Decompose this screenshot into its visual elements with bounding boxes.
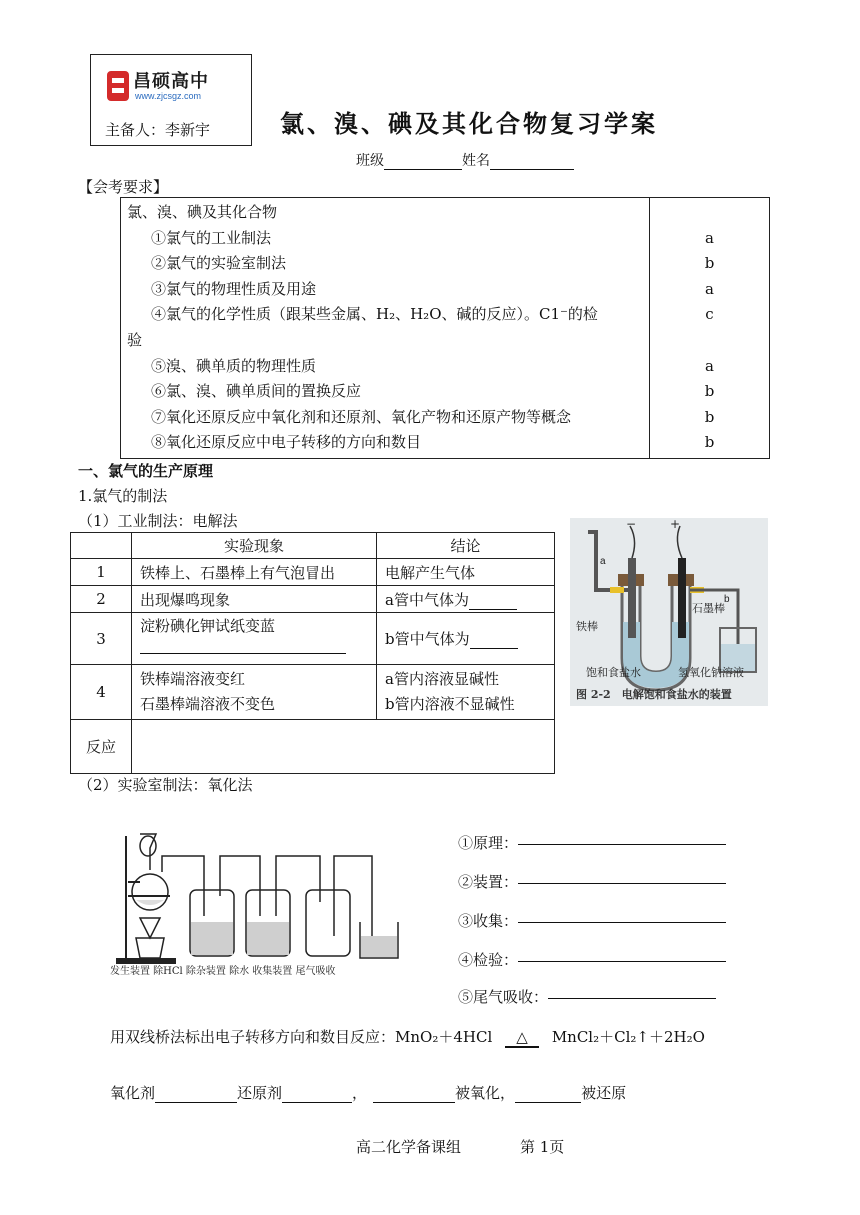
answer-line[interactable]	[518, 960, 726, 962]
footer-group: 高二化学备课组	[356, 1138, 462, 1156]
reaction-answer-cell[interactable]	[132, 720, 555, 774]
brine-label: 饱和食盐水	[586, 666, 641, 679]
row-num: 3	[71, 613, 132, 665]
author: 主备人：李新宇	[105, 121, 211, 139]
principle-item	[458, 832, 726, 853]
req-item: ④氯气的化学性质（跟某些金属、H₂、H₂O、碱的反应）。C1⁻的检	[151, 305, 598, 324]
phenomenon-cell: 铁棒上、石墨棒上有气泡冒出	[132, 559, 377, 586]
reaction-right: MnCl₂＋Cl₂↑＋2H₂O	[551, 1028, 705, 1046]
experiment-table	[70, 532, 555, 774]
oxidized-blank[interactable]	[373, 1088, 455, 1103]
naoh-label: 氢氧化钠溶液	[678, 666, 744, 679]
reducer-blank[interactable]	[282, 1088, 352, 1103]
label-b: b	[724, 594, 730, 605]
table-row	[71, 720, 555, 774]
conclusion-cell	[377, 586, 555, 613]
req-item: ①氯气的工业制法	[151, 228, 272, 247]
apparatus-labels: 发生装置 除HCl 除杂装置 除水 收集装置 尾气吸收	[110, 966, 336, 977]
answer-line[interactable]	[518, 882, 726, 884]
table-header	[71, 533, 132, 559]
logo-box	[90, 54, 252, 146]
req-grade	[656, 200, 763, 226]
req-item: ⑦氧化还原反应中氧化剂和还原剂、氧化产物和还原产物等概念	[151, 407, 572, 426]
req-grade: a	[705, 279, 714, 298]
answer-blank[interactable]	[470, 634, 518, 649]
item-label: ②装置：	[458, 873, 519, 891]
lab-method: （2）实验室制法：氧化法	[78, 776, 253, 794]
conclusion-text: b管内溶液不显碱性	[385, 695, 515, 713]
class-blank[interactable]	[384, 155, 462, 170]
requirements-table	[120, 197, 770, 459]
plus-sign: +	[670, 518, 681, 531]
item-label: ①原理：	[458, 834, 519, 852]
phenomenon-text: 石墨棒端溶液不变色	[140, 695, 276, 713]
conclusion-text: a管内溶液显碱性	[385, 670, 499, 688]
table-row	[71, 586, 555, 613]
industrial-method: （1）工业制法：电解法	[78, 512, 238, 530]
test-item	[458, 949, 726, 970]
electrolysis-figure	[570, 518, 768, 706]
phenomenon-cell	[132, 665, 377, 720]
lab-apparatus-icon	[110, 826, 420, 978]
name-blank[interactable]	[490, 155, 574, 170]
req-item: ⑤溴、碘单质的物理性质	[151, 356, 317, 375]
item-label: ③收集：	[458, 912, 519, 930]
oxidizer-blank[interactable]	[155, 1088, 237, 1103]
table-header: 实验现象	[132, 533, 377, 559]
phenomenon-text: 铁棒端溶液变红	[140, 670, 246, 688]
school-logo-icon	[105, 69, 131, 103]
requirements-text-cell	[121, 198, 650, 459]
answer-line[interactable]	[518, 921, 726, 923]
req-grade: c	[705, 305, 714, 324]
minus-sign: −	[626, 518, 637, 531]
conclusion-cell	[377, 613, 555, 665]
class-label: 班级	[356, 153, 384, 169]
answer-blank[interactable]	[469, 595, 517, 610]
logo-text: 昌硕高中	[133, 71, 209, 92]
phenomenon-text: 淀粉碘化钾试纸变蓝	[140, 617, 276, 635]
oxidized-label: 被氧化，	[455, 1084, 516, 1102]
logo-url: www.zjcsgz.com	[135, 91, 202, 101]
comma: ，	[352, 1084, 368, 1102]
requirements-grade-cell	[650, 198, 770, 459]
req-grade: b	[704, 254, 715, 273]
oxidizer-label: 氧化剂	[110, 1084, 156, 1102]
req-grade: a	[705, 356, 714, 375]
lab-apparatus-figure	[110, 826, 420, 978]
req-grade: b	[704, 433, 715, 452]
answer-line[interactable]	[548, 997, 716, 999]
conclusion-text: b管中气体为	[385, 630, 470, 648]
name-label: 姓名	[462, 153, 490, 169]
conclusion-cell	[377, 665, 555, 720]
row-num: 4	[71, 665, 132, 720]
req-item: 验	[127, 330, 143, 349]
requirements-heading: 【会考要求】	[78, 178, 169, 196]
req-item: ③氯气的物理性质及用途	[151, 279, 317, 298]
item-label: ⑤尾气吸收：	[458, 988, 549, 1006]
section1-heading: 一、氯气的生产原理	[78, 462, 214, 480]
item-label: ④检验：	[458, 951, 519, 969]
reduced-blank[interactable]	[515, 1088, 581, 1103]
reduced-label: 被还原	[581, 1084, 627, 1102]
req-grade: b	[704, 382, 715, 401]
reaction-condition: △	[505, 1028, 539, 1048]
reducer-label: 还原剂	[237, 1084, 283, 1102]
conclusion-cell: 电解产生气体	[377, 559, 555, 586]
row-num: 2	[71, 586, 132, 613]
answer-blank[interactable]	[140, 641, 346, 654]
answer-line[interactable]	[518, 843, 726, 845]
subsection-1: 1.氯气的制法	[78, 487, 168, 505]
table-header: 结论	[377, 533, 555, 559]
conclusion-text: a管中气体为	[385, 590, 469, 609]
label-a: a	[600, 556, 606, 567]
figure-caption: 图 2-2 电解饱和食盐水的装置	[576, 688, 732, 701]
table-row	[71, 665, 555, 720]
req-item: ⑧氧化还原反应中电子转移的方向和数目	[151, 433, 422, 452]
table-row	[71, 559, 555, 586]
req-grade	[656, 328, 763, 354]
req-item: 氯、溴、碘及其化合物	[127, 203, 278, 221]
row-num: 1	[71, 559, 132, 586]
table-row	[71, 613, 555, 665]
req-grade: b	[704, 407, 715, 426]
phenomenon-cell	[132, 613, 377, 665]
req-item: ⑥氯、溴、碘单质间的置换反应	[151, 382, 362, 401]
collection-item	[458, 910, 726, 931]
apparatus-item	[458, 871, 726, 892]
redox-line	[110, 1082, 626, 1103]
reaction-left: MnO₂＋4HCl	[395, 1028, 493, 1046]
class-name-line	[356, 150, 574, 170]
graphite-label: 石墨棒	[692, 602, 725, 615]
iron-label: 铁棒	[576, 620, 598, 633]
req-grade: a	[705, 228, 714, 247]
reaction-line	[110, 1026, 705, 1048]
reaction-prefix: 用双线桥法标出电子转移方向和数目反应：	[110, 1028, 396, 1046]
phenomenon-cell: 出现爆鸣现象	[132, 586, 377, 613]
electrolysis-apparatus-icon	[570, 518, 768, 706]
page-title: 氯、溴、碘及其化合物复习学案	[280, 109, 658, 138]
req-item: ②氯气的实验室制法	[151, 254, 287, 273]
reaction-label: 反应	[71, 720, 132, 774]
tail-gas-item	[458, 986, 716, 1007]
footer-page: 第 1页	[520, 1138, 565, 1156]
